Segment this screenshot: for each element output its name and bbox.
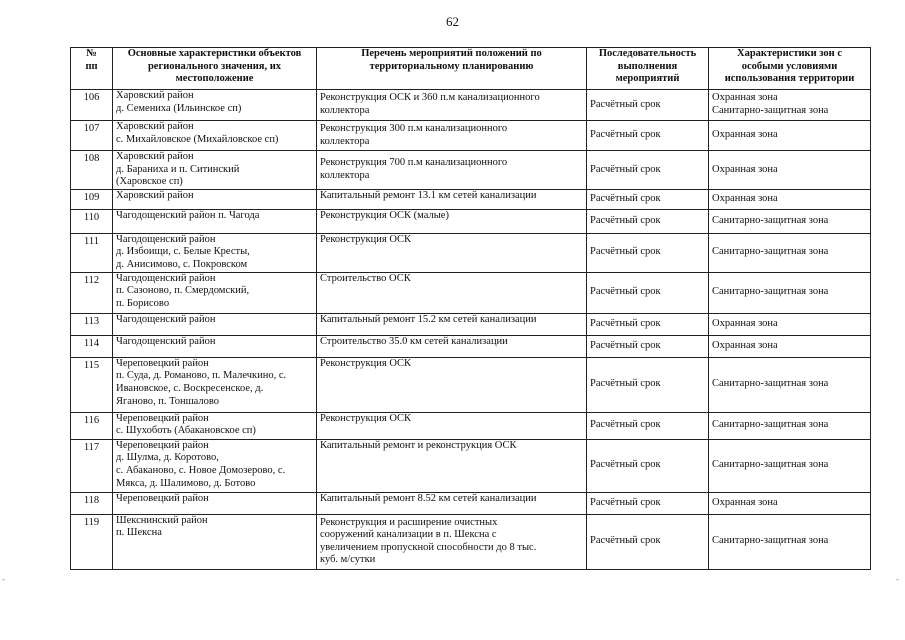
row-number: 117 bbox=[71, 439, 113, 492]
measure-line: Строительство ОСК bbox=[320, 272, 411, 284]
row-number: 112 bbox=[71, 272, 113, 313]
row-sequence: Расчётный срок bbox=[587, 357, 709, 412]
row-number: 108 bbox=[71, 151, 113, 190]
object-line: Харовский район bbox=[116, 189, 194, 201]
row-measure bbox=[317, 233, 587, 272]
row-measure bbox=[317, 514, 587, 569]
measure-line: сооружений канализации в п. Шексна с bbox=[320, 529, 497, 541]
object-line: Череповецкий район bbox=[116, 439, 209, 451]
measure-line: Реконструкция ОСК и 360 п.м канализационного bbox=[320, 92, 540, 104]
header-line: регионального значения, их bbox=[147, 60, 282, 72]
measure-line: Реконструкция 700 п.м канализационного bbox=[320, 157, 508, 169]
object-line: с. Михайловское (Михайловское сп) bbox=[116, 133, 279, 145]
object-line: д. Анисимово, с. Покровском bbox=[116, 258, 248, 270]
header-line: № bbox=[86, 48, 97, 59]
row-object bbox=[113, 439, 317, 492]
object-line: Чагодощенский район bbox=[116, 272, 216, 284]
row-object bbox=[113, 412, 317, 439]
row-number: 119 bbox=[71, 514, 113, 569]
table-row bbox=[71, 233, 871, 272]
object-line: Шекснинский район bbox=[116, 514, 208, 526]
row-zone bbox=[709, 439, 871, 492]
table-row bbox=[71, 209, 871, 233]
row-object bbox=[113, 272, 317, 313]
table-header-row bbox=[71, 48, 871, 90]
object-line: п. Суда, д. Романово, п. Малечкино, с. bbox=[116, 370, 287, 382]
row-zone bbox=[709, 357, 871, 412]
row-number: 118 bbox=[71, 492, 113, 514]
row-zone bbox=[709, 514, 871, 569]
object-line: Чагодощенский район bbox=[116, 233, 216, 245]
zone-line: Охранная зона bbox=[712, 163, 778, 175]
header-line: особыми условиями bbox=[741, 60, 838, 72]
row-sequence: Расчётный срок bbox=[587, 90, 709, 121]
row-sequence: Расчётный срок bbox=[587, 514, 709, 569]
object-line: Череповецкий район bbox=[116, 412, 209, 424]
row-number: 115 bbox=[71, 357, 113, 412]
object-line: Череповецкий район bbox=[116, 492, 209, 504]
measure-line: куб. м/сутки bbox=[320, 554, 376, 566]
row-number: 107 bbox=[71, 121, 113, 151]
zone-line: Санитарно-защитная зона bbox=[712, 419, 829, 431]
table-row bbox=[71, 189, 871, 209]
row-measure bbox=[317, 272, 587, 313]
row-sequence: Расчётный срок bbox=[587, 233, 709, 272]
object-line: Череповецкий район bbox=[116, 357, 209, 369]
zone-line: Санитарно-защитная зона bbox=[712, 535, 829, 547]
object-line: Харовский район bbox=[116, 90, 194, 101]
row-measure bbox=[317, 357, 587, 412]
object-line: с. Абаканово, с. Новое Домозерово, с. bbox=[116, 464, 286, 476]
row-zone bbox=[709, 121, 871, 151]
table-row bbox=[71, 514, 871, 569]
zone-line: Санитарно-защитная зона bbox=[712, 286, 829, 298]
header-line: выполнения bbox=[617, 60, 678, 72]
row-measure bbox=[317, 335, 587, 357]
measure-line: Реконструкция ОСК bbox=[320, 412, 412, 424]
object-line: д. Семениха (Ильинское сп) bbox=[116, 102, 242, 114]
row-object bbox=[113, 189, 317, 209]
margin-mark-left: ‐ bbox=[2, 574, 5, 584]
header-line: мероприятий bbox=[615, 73, 680, 85]
row-zone bbox=[709, 272, 871, 313]
measure-line: Реконструкция ОСК (малые) bbox=[320, 209, 449, 221]
measure-line: коллектора bbox=[320, 105, 370, 116]
row-object bbox=[113, 151, 317, 190]
row-sequence: Расчётный срок bbox=[587, 492, 709, 514]
margin-mark-right: ‐ bbox=[896, 574, 899, 584]
table-row bbox=[71, 313, 871, 335]
zone-line: Санитарно-защитная зона bbox=[712, 105, 829, 116]
row-measure bbox=[317, 121, 587, 151]
header-sequence bbox=[587, 48, 709, 90]
row-object bbox=[113, 90, 317, 121]
row-zone bbox=[709, 189, 871, 209]
row-sequence: Расчётный срок bbox=[587, 313, 709, 335]
row-sequence: Расчётный срок bbox=[587, 412, 709, 439]
zone-line: Охранная зона bbox=[712, 192, 778, 204]
row-zone bbox=[709, 233, 871, 272]
row-measure bbox=[317, 209, 587, 233]
table-row bbox=[71, 439, 871, 492]
row-number: 116 bbox=[71, 412, 113, 439]
header-line: Основные характеристики объектов bbox=[127, 48, 302, 59]
measure-line: Реконструкция ОСК bbox=[320, 233, 412, 245]
row-object bbox=[113, 492, 317, 514]
object-line: п. Борисово bbox=[116, 297, 170, 309]
row-sequence: Расчётный срок bbox=[587, 439, 709, 492]
table-row bbox=[71, 492, 871, 514]
zone-line: Санитарно-защитная зона bbox=[712, 459, 829, 471]
row-measure bbox=[317, 189, 587, 209]
table-body bbox=[71, 90, 871, 570]
header-line: пп bbox=[85, 60, 98, 72]
zone-line: Санитарно-защитная зона bbox=[712, 214, 829, 226]
object-line: Чагодощенский район bbox=[116, 313, 216, 325]
header-line: местоположение bbox=[175, 73, 254, 85]
measure-line: Капитальный ремонт и реконструкция ОСК bbox=[320, 439, 517, 451]
measure-line: Реконструкция и расширение очистных bbox=[320, 516, 498, 528]
object-line: с. Шухоботь (Абакановское сп) bbox=[116, 425, 256, 437]
header-zones bbox=[709, 48, 871, 90]
zone-line: Охранная зона bbox=[712, 92, 778, 104]
row-number: 110 bbox=[71, 209, 113, 233]
zone-line: Санитарно-защитная зона bbox=[712, 246, 829, 258]
object-line: Чагодощенский район bbox=[116, 335, 216, 347]
row-number: 106 bbox=[71, 90, 113, 121]
row-sequence: Расчётный срок bbox=[587, 272, 709, 313]
row-measure bbox=[317, 412, 587, 439]
row-zone bbox=[709, 492, 871, 514]
table-row bbox=[71, 272, 871, 313]
row-object bbox=[113, 121, 317, 151]
measures-table bbox=[70, 47, 871, 570]
row-number: 109 bbox=[71, 189, 113, 209]
object-line: Ивановское, с. Воскресенское, д. bbox=[116, 382, 264, 394]
object-line: д. Бараниха и п. Ситинский bbox=[116, 163, 240, 175]
measure-line: Реконструкция ОСК bbox=[320, 357, 412, 369]
row-zone bbox=[709, 313, 871, 335]
row-measure bbox=[317, 313, 587, 335]
row-sequence: Расчётный срок bbox=[587, 151, 709, 190]
header-line: Перечень мероприятий положений по bbox=[361, 48, 542, 59]
measure-line: Капитальный ремонт 8.52 км сетей канализации bbox=[320, 492, 537, 504]
measure-line: Капитальный ремонт 15.2 км сетей канализации bbox=[320, 313, 537, 325]
header-num bbox=[71, 48, 113, 90]
object-line: п. Шексна bbox=[116, 527, 162, 539]
row-sequence: Расчётный срок bbox=[587, 209, 709, 233]
header-line: Последовательность bbox=[598, 48, 697, 59]
row-measure bbox=[317, 151, 587, 190]
header-objects bbox=[113, 48, 317, 90]
header-line: использования территории bbox=[724, 73, 855, 85]
table-row bbox=[71, 90, 871, 121]
measure-line: Капитальный ремонт 13.1 км сетей канализации bbox=[320, 189, 537, 201]
row-measure bbox=[317, 492, 587, 514]
row-zone bbox=[709, 151, 871, 190]
table-row bbox=[71, 412, 871, 439]
row-object bbox=[113, 313, 317, 335]
table-row bbox=[71, 151, 871, 190]
measure-line: Строительство 35.0 км сетей канализации bbox=[320, 335, 508, 347]
object-line: д. Избоищи, с. Белые Кресты, bbox=[116, 246, 250, 258]
row-zone bbox=[709, 412, 871, 439]
table-row bbox=[71, 357, 871, 412]
row-sequence: Расчётный срок bbox=[587, 335, 709, 357]
header-line: Характеристики зон с bbox=[736, 48, 842, 59]
object-line: д. Шулма, д. Коротово, bbox=[116, 452, 219, 464]
row-measure bbox=[317, 439, 587, 492]
zone-line: Санитарно-защитная зона bbox=[712, 378, 829, 390]
row-sequence: Расчётный срок bbox=[587, 121, 709, 151]
row-zone bbox=[709, 335, 871, 357]
table-row bbox=[71, 121, 871, 151]
row-object bbox=[113, 209, 317, 233]
row-number: 113 bbox=[71, 313, 113, 335]
measure-line: увеличением пропускной способности до 8 тыс. bbox=[320, 541, 537, 553]
zone-line: Охранная зона bbox=[712, 496, 778, 508]
row-object bbox=[113, 335, 317, 357]
object-line: Харовский район bbox=[116, 121, 194, 132]
object-line: Яганово, п. Тоншалово bbox=[116, 395, 220, 407]
row-object bbox=[113, 357, 317, 412]
object-line: Чагодощенский район п. Чагода bbox=[116, 209, 260, 221]
zone-line: Охранная зона bbox=[712, 317, 778, 329]
object-line: (Харовское сп) bbox=[116, 176, 183, 188]
zone-line: Охранная зона bbox=[712, 339, 778, 351]
measure-line: коллектора bbox=[320, 135, 370, 147]
row-sequence: Расчётный срок bbox=[587, 189, 709, 209]
row-number: 111 bbox=[71, 233, 113, 272]
row-zone bbox=[709, 209, 871, 233]
row-object bbox=[113, 514, 317, 569]
row-number: 114 bbox=[71, 335, 113, 357]
measure-line: Реконструкция 300 п.м канализационного bbox=[320, 122, 508, 134]
header-measures bbox=[317, 48, 587, 90]
object-line: Мякса, д. Шалимово, д. Ботово bbox=[116, 477, 256, 489]
header-line: территориальному планированию bbox=[369, 60, 534, 72]
row-zone bbox=[709, 90, 871, 121]
row-object bbox=[113, 233, 317, 272]
row-measure bbox=[317, 90, 587, 121]
object-line: Харовский район bbox=[116, 151, 194, 162]
zone-line: Охранная зона bbox=[712, 129, 778, 141]
table-row bbox=[71, 335, 871, 357]
measure-line: коллектора bbox=[320, 169, 370, 181]
object-line: п. Сазоново, п. Смердомский, bbox=[116, 285, 250, 297]
page-number: 62 bbox=[446, 14, 459, 29]
